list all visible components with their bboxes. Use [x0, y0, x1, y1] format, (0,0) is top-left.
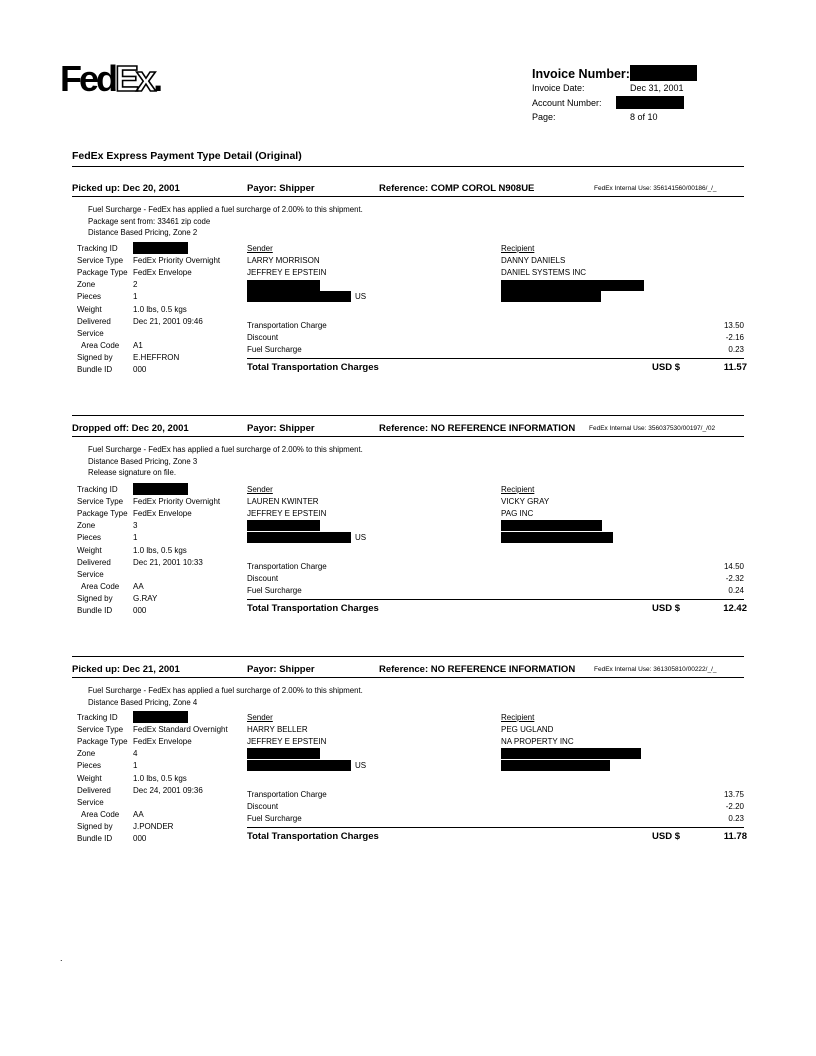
redacted-recipient-address — [501, 291, 601, 302]
redacted-recipient-address — [501, 280, 644, 291]
field-label-weight: Weight — [77, 545, 102, 555]
shipment-note: Distance Based Pricing, Zone 4 — [88, 697, 198, 707]
shipment-internal-use: FedEx Internal Use: 356141560/00186/_/_ — [594, 185, 717, 192]
field-value-package-type: FedEx Envelope — [133, 268, 192, 278]
field-label-tracking: Tracking ID — [77, 713, 118, 722]
redacted-sender-address — [247, 748, 320, 759]
shipment-top-rule — [72, 656, 744, 657]
charge-label-discount: Discount — [247, 802, 279, 811]
sender-country: US — [355, 292, 367, 302]
field-value-zone: 4 — [133, 749, 138, 759]
field-value-area-code: AA — [133, 581, 144, 591]
field-value-delivered: Dec 21, 2001 10:33 — [133, 557, 203, 567]
sender-name: HARRY BELLER — [247, 725, 308, 735]
shipment-header-rule — [72, 436, 744, 437]
charge-amount-transport-charge: 13.75 — [723, 790, 744, 799]
total-currency: USD $ — [652, 603, 680, 614]
field-value-weight: 1.0 lbs, 0.5 kgs — [133, 545, 187, 555]
redacted-sender-address — [247, 291, 351, 302]
field-label-service: Service — [77, 797, 104, 807]
field-value-area-code: A1 — [133, 340, 143, 350]
field-label-pieces: Pieces — [77, 292, 102, 302]
sender-country: US — [355, 761, 367, 771]
shipment-note: Package sent from: 33461 zip code — [88, 216, 211, 226]
field-label-signed-by: Signed by — [77, 593, 113, 603]
sender-name: LARRY MORRISON — [247, 256, 320, 266]
shipment-note: Release signature on file. — [88, 468, 176, 478]
recipient-heading: Recipient — [501, 713, 535, 722]
charge-amount-transport-charge: 13.50 — [723, 321, 744, 330]
sender-heading: Sender — [247, 713, 273, 722]
field-value-service-type: FedEx Priority Overnight — [133, 497, 221, 507]
field-label-tracking: Tracking ID — [77, 485, 118, 494]
footer-mark: . — [60, 953, 63, 963]
charge-label-fuel-surcharge: Fuel Surcharge — [247, 345, 302, 354]
field-value-package-type: FedEx Envelope — [133, 509, 192, 519]
redacted-recipient-address — [501, 760, 610, 771]
recipient-name: DANNY DANIELS — [501, 256, 566, 266]
shipment-reference: Reference: NO REFERENCE INFORMATION — [379, 423, 576, 434]
recipient-name: VICKY GRAY — [501, 497, 550, 507]
logo-fed: Fed — [60, 58, 116, 99]
shipment-internal-use: FedEx Internal Use: 361305810/00222/_/_ — [594, 666, 717, 673]
charge-label-fuel-surcharge: Fuel Surcharge — [247, 586, 302, 595]
field-value-package-type: FedEx Envelope — [133, 737, 192, 747]
logo-dot: . — [153, 58, 161, 99]
field-value-delivered: Dec 21, 2001 09:46 — [133, 316, 203, 326]
shipment-header-rule — [72, 196, 744, 197]
total-label: Total Transportation Charges — [247, 831, 379, 842]
field-label-zone: Zone — [77, 749, 96, 759]
section-title: FedEx Express Payment Type Detail (Original) — [72, 150, 302, 162]
field-value-signed-by: G.RAY — [133, 593, 158, 603]
field-value-service-type: FedEx Standard Overnight — [133, 725, 228, 735]
field-label-area-code: Area Code — [81, 809, 120, 819]
field-value-zone: 3 — [133, 521, 138, 531]
charge-label-fuel-surcharge: Fuel Surcharge — [247, 814, 302, 823]
total-currency: USD $ — [652, 831, 680, 842]
field-label-weight: Weight — [77, 773, 102, 783]
total-amount: 12.42 — [723, 603, 747, 614]
invoice-number-label: Invoice Number: — [532, 67, 630, 81]
field-value-bundle-id: 000 — [133, 834, 147, 843]
field-label-service-type: Service Type — [77, 256, 124, 266]
field-value-weight: 1.0 lbs, 0.5 kgs — [133, 773, 187, 783]
recipient-heading: Recipient — [501, 244, 535, 253]
field-label-package-type: Package Type — [77, 268, 128, 278]
invoice-date: Dec 31, 2001 — [630, 83, 684, 93]
field-label-delivered: Delivered — [77, 316, 111, 326]
field-label-bundle-id: Bundle ID — [77, 834, 113, 843]
recipient-company: PAG INC — [501, 509, 534, 519]
total-amount: 11.57 — [723, 362, 747, 373]
redacted-tracking-id — [133, 483, 188, 495]
account-number-label: Account Number: — [532, 98, 602, 108]
logo-ex: Ex — [115, 58, 154, 99]
shipment-pickup: Picked up: Dec 20, 2001 — [72, 183, 180, 194]
charge-label-discount: Discount — [247, 574, 279, 583]
charge-amount-discount: -2.20 — [725, 802, 744, 811]
charge-label-transport-charge: Transportation Charge — [247, 790, 327, 799]
field-value-pieces: 1 — [133, 292, 138, 302]
page-label: Page: — [532, 112, 556, 122]
charges-rule — [247, 358, 744, 359]
charge-label-transport-charge: Transportation Charge — [247, 321, 327, 330]
redacted-sender-address — [247, 532, 351, 543]
field-label-weight: Weight — [77, 304, 102, 314]
shipment-pickup: Picked up: Dec 21, 2001 — [72, 664, 180, 675]
field-value-weight: 1.0 lbs, 0.5 kgs — [133, 304, 187, 314]
total-label: Total Transportation Charges — [247, 603, 379, 614]
field-value-bundle-id: 000 — [133, 365, 147, 374]
charge-amount-fuel-surcharge: 0.23 — [728, 814, 744, 823]
sender-company: JEFFREY E EPSTEIN — [247, 737, 327, 747]
field-label-delivered: Delivered — [77, 557, 111, 567]
redacted-sender-address — [247, 280, 320, 291]
shipment-pickup: Dropped off: Dec 20, 2001 — [72, 423, 189, 434]
shipment-top-rule — [72, 415, 744, 416]
redacted-recipient-address — [501, 520, 602, 531]
field-label-tracking: Tracking ID — [77, 244, 118, 253]
field-label-area-code: Area Code — [81, 581, 120, 591]
field-value-signed-by: J.PONDER — [133, 821, 174, 831]
total-amount: 11.78 — [723, 831, 747, 842]
field-label-zone: Zone — [77, 521, 96, 531]
shipment-note: Distance Based Pricing, Zone 2 — [88, 228, 198, 238]
shipment-reference: Reference: NO REFERENCE INFORMATION — [379, 664, 576, 675]
shipment-internal-use: FedEx Internal Use: 356037530/00197/_/02 — [589, 425, 716, 432]
sender-company: JEFFREY E EPSTEIN — [247, 268, 327, 278]
sender-company: JEFFREY E EPSTEIN — [247, 509, 327, 519]
redacted-tracking-id — [133, 242, 188, 254]
sender-country: US — [355, 533, 367, 543]
field-value-area-code: AA — [133, 809, 144, 819]
sender-heading: Sender — [247, 244, 273, 253]
field-value-pieces: 1 — [133, 761, 138, 771]
redacted-recipient-address — [501, 748, 641, 759]
field-label-package-type: Package Type — [77, 737, 128, 747]
redacted-invoice-number — [630, 65, 697, 81]
redacted-sender-address — [247, 760, 351, 771]
sender-name: LAUREN KWINTER — [247, 497, 319, 507]
field-value-service-type: FedEx Priority Overnight — [133, 256, 221, 266]
field-label-area-code: Area Code — [81, 340, 120, 350]
field-value-bundle-id: 000 — [133, 606, 147, 615]
field-value-zone: 2 — [133, 280, 138, 290]
redacted-recipient-address — [501, 532, 613, 543]
field-label-pieces: Pieces — [77, 533, 102, 543]
charges-rule — [247, 827, 744, 828]
sender-heading: Sender — [247, 485, 273, 494]
total-currency: USD $ — [652, 362, 680, 373]
field-value-pieces: 1 — [133, 533, 138, 543]
field-label-pieces: Pieces — [77, 761, 102, 771]
recipient-company: NA PROPERTY INC — [501, 737, 574, 747]
recipient-heading: Recipient — [501, 485, 535, 494]
shipment-note: Fuel Surcharge - FedEx has applied a fuel surcharge of 2.00% to this shipment. — [88, 686, 363, 695]
charges-rule — [247, 599, 744, 600]
field-label-bundle-id: Bundle ID — [77, 365, 113, 374]
field-label-package-type: Package Type — [77, 509, 128, 519]
field-label-service: Service — [77, 569, 104, 579]
charge-label-transport-charge: Transportation Charge — [247, 562, 327, 571]
recipient-company: DANIEL SYSTEMS INC — [501, 268, 587, 278]
field-label-service: Service — [77, 328, 104, 338]
field-label-zone: Zone — [77, 280, 96, 290]
shipment-note: Fuel Surcharge - FedEx has applied a fuel surcharge of 2.00% to this shipment. — [88, 205, 363, 214]
total-label: Total Transportation Charges — [247, 362, 379, 373]
section-rule — [72, 166, 744, 167]
shipment-payor: Payor: Shipper — [247, 664, 315, 675]
field-value-signed-by: E.HEFFRON — [133, 352, 180, 362]
shipment-payor: Payor: Shipper — [247, 183, 315, 194]
redacted-sender-address — [247, 520, 320, 531]
charge-amount-transport-charge: 14.50 — [723, 562, 744, 571]
field-value-delivered: Dec 24, 2001 09:36 — [133, 785, 203, 795]
shipment-note: Fuel Surcharge - FedEx has applied a fuel surcharge of 2.00% to this shipment. — [88, 445, 363, 454]
charge-amount-discount: -2.32 — [725, 574, 744, 583]
field-label-service-type: Service Type — [77, 497, 124, 507]
page-number: 8 of 10 — [630, 112, 658, 122]
fedex-logo — [60, 58, 160, 100]
field-label-service-type: Service Type — [77, 725, 124, 735]
field-label-signed-by: Signed by — [77, 821, 113, 831]
shipment-note: Distance Based Pricing, Zone 3 — [88, 456, 198, 466]
shipment-header-rule — [72, 677, 744, 678]
field-label-signed-by: Signed by — [77, 352, 113, 362]
charge-label-discount: Discount — [247, 333, 279, 342]
field-label-bundle-id: Bundle ID — [77, 606, 113, 615]
recipient-name: PEG UGLAND — [501, 725, 554, 735]
redacted-tracking-id — [133, 711, 188, 723]
charge-amount-discount: -2.16 — [725, 333, 744, 342]
field-label-delivered: Delivered — [77, 785, 111, 795]
redacted-account-number — [616, 96, 684, 109]
shipment-reference: Reference: COMP COROL N908UE — [379, 183, 535, 194]
shipment-payor: Payor: Shipper — [247, 423, 315, 434]
invoice-date-label: Invoice Date: — [532, 83, 585, 93]
charge-amount-fuel-surcharge: 0.23 — [728, 345, 744, 354]
charge-amount-fuel-surcharge: 0.24 — [728, 586, 744, 595]
